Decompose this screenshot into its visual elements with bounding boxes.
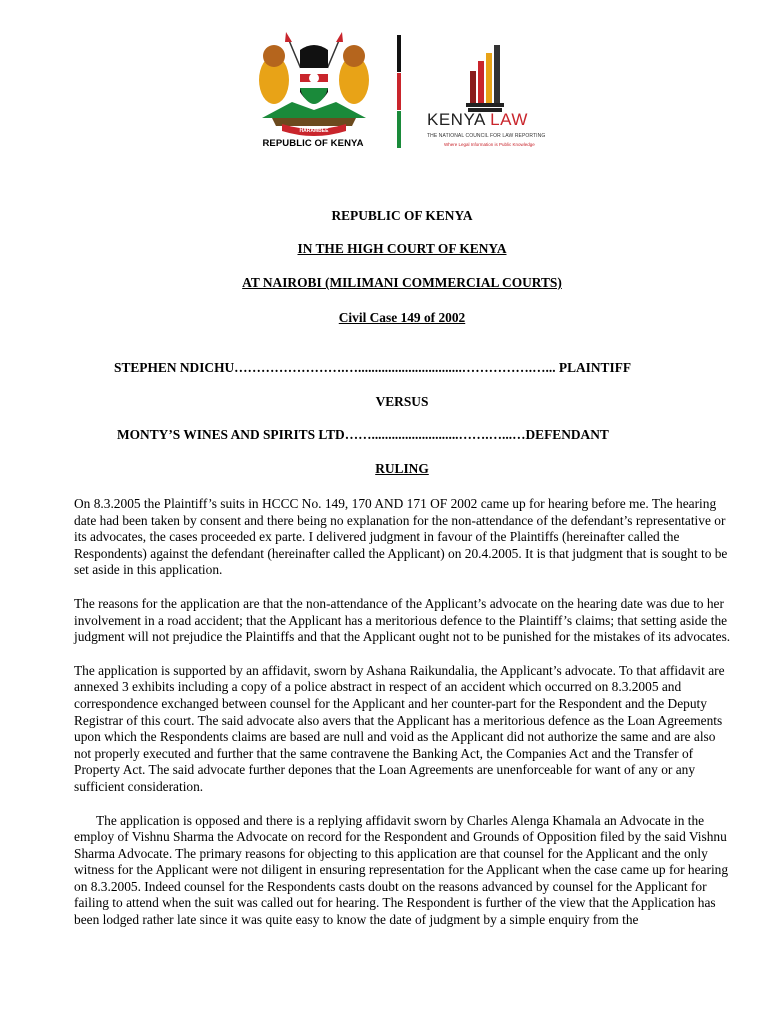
- motto-text: HARAMBEE: [299, 128, 329, 134]
- coat-of-arms-caption: REPUBLIC OF KENYA: [262, 138, 364, 149]
- coat-of-arms-icon: [252, 30, 376, 140]
- ruling-body: [74, 496, 734, 946]
- ruling-title: RULING: [375, 461, 429, 476]
- kenya-law-subtitle: THE NATIONAL COUNCIL FOR LAW REPORTING: [427, 133, 546, 139]
- court-location-heading: AT NAIROBI (MILIMANI COMMERCIAL COURTS): [242, 275, 562, 290]
- plaintiff-line: STEPHEN NDICHU…………………….…...............................…………….…... PLAINTIFF: [114, 360, 632, 375]
- paragraph: On 8.3.2005 the Plaintiff’s suits in HCCC No. 149, 170 AND 171 OF 2002 came up for hearing before me. The hearing date had been taken by consent and there being no explanation for the non-attendance of the defendant’s representative or its advocates, the cases proceeded ex parte. I delivered judgment in favour of the Plaintiffs (hereinafter called the Respondents) against the defendant (hereinafter called the Applicant) on 20.4.2005. It is that judgment that is sought to be set aside in this application.: [74, 496, 728, 578]
- divider-bar: [397, 35, 401, 148]
- republic-heading: REPUBLIC OF KENYA: [331, 208, 473, 223]
- paragraph: The reasons for the application are that the non-attendance of the Applicant’s advocate on the hearing date was due to her involvement in a road accident; that the Applicant has a meritorious defence to the Plaintiff’s claims; that setting aside the judgment will not prejudice the Plaintiffs and that the Applicant ought not to be punished for the mistakes of its advocates.: [74, 595, 731, 645]
- kenya-law-logo-icon: [466, 45, 506, 117]
- kenya-law-name-part1: KENYA: [427, 110, 485, 129]
- kenya-law-tagline: Where Legal Information is Public Knowledge: [444, 142, 535, 147]
- paragraph: The application is supported by an affidavit, sworn by Ashana Raikundalia, the Applicant’s advocate. To that affidavit are annexed 3 exhibits including a copy of a police abstract in respect of an accident which occurred on 8.3.2005 and correspondence exchanged between counsel for the Applicant and her counter-part for the Respondent and the Deputy Registrar of this court. The said advocate also avers that the Applicant has a meritorious defence as the Loan Agreements upon which the Respondents claims are based are null and void as the Applicant did not authorize the same and are also not properly executed and further that the same contravene the Banking Act, the Companies Act and the Transfer of Property Act. The said advocate further depones that the Loan Agreements are unenforceable for want of any or any sufficient consideration.: [74, 662, 725, 794]
- coat-of-arms: [252, 30, 376, 154]
- kenya-law-name-part2: LAW: [490, 110, 528, 129]
- kenya-law-name: [427, 110, 528, 130]
- defendant-line: MONTY’S WINES AND SPIRITS LTD……..........................…….…...…DEFENDANT: [117, 427, 609, 442]
- versus-heading: VERSUS: [375, 394, 429, 409]
- court-name-heading: IN THE HIGH COURT OF KENYA: [297, 241, 507, 256]
- header-logos: [0, 30, 768, 160]
- paragraph: The application is opposed and there is a replying affidavit sworn by Charles Alenga Khamala an Advocate in the employ of Vishnu Sharma the Advocate on record for the Respondent and Grounds of Opposition filed by the said Vishnu Sharma Advocate. The primary reasons for objecting to this application are that counsel for the Applicant and the only witness for the Applicant were not diligent in ensuring representation for the Applicant when the case came up for hearing on 8.3.2005. Indeed counsel for the Respondents casts doubt on the reasons advanced by counsel for the Applicant for failing to attend when the suit was called out for hearing. The Respondent is further of the view that the Application has been lodged rather late since it was quite easy to know the date of judgment by a simple enquiry from the: [74, 812, 729, 928]
- case-number-heading: Civil Case 149 of 2002: [338, 310, 466, 325]
